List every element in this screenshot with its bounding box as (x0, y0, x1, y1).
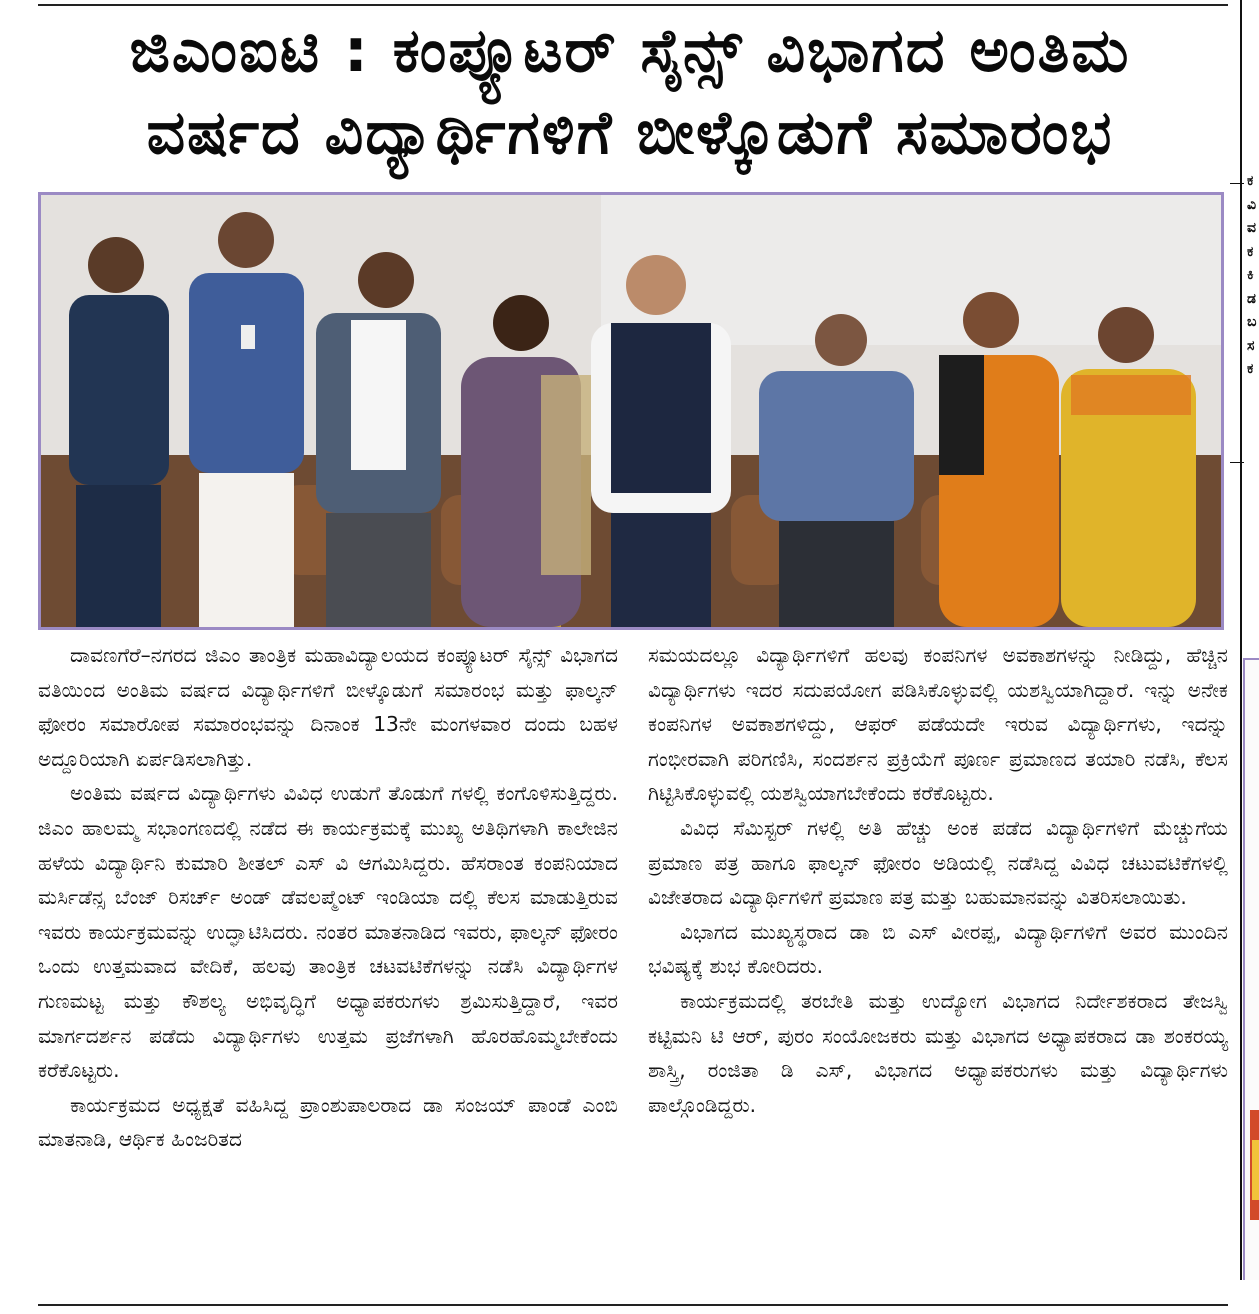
article-column-left (38, 638, 618, 1157)
headline-line-1: ಜಿಎಂಐಟಿ : ಕಂಪ್ಯೂಟರ್ ಸೈನ್ಸ್ ವಿಭಾಗದ ಅಂತಿಮ (129, 16, 1131, 86)
group-photo-illustration (41, 195, 1221, 627)
group-photo (38, 192, 1224, 630)
person-2 (189, 212, 304, 627)
article-paragraph: ವಿಭಾಗದ ಮುಖ್ಯಸ್ಥರಾದ ಡಾ ಬಿ ಎಸ್ ವೀರಪ್ಪ, ವಿದ್ಯಾರ್ಥಿಗಳಿಗೆ ಅವರ ಮುಂದಿನ ಭವಿಷ್ಯಕ್ಕೆ ಶುಭ ಕೋರಿದರು. (648, 919, 1228, 979)
article-paragraph: ಅಂತಿಮ ವರ್ಷದ ವಿದ್ಯಾರ್ಥಿಗಳು ವಿವಿಧ ಉಡುಗೆ ತೊಡುಗೆ ಗಳಲ್ಲಿ ಕಂಗೊಳಿಸುತ್ತಿದ್ದರು. ಜಿಎಂ ಹಾಲಮ್ಮ ಸಭಾಂಗಣದಲ್ಲಿ ನಡೆದ ಈ ಕಾರ್ಯಕ್ರಮಕ್ಕೆ ಮುಖ್ಯ ಅತಿಥಿಗಳಾಗಿ ಕಾಲೇಜಿನ ಹಳೆಯ ವಿದ್ಯಾರ್ಥಿನಿ ಕುಮಾರಿ ಶೀತಲ್ ಎಸ್ ವಿ ಆಗಮಿಸಿದ್ದರು. ಹೆಸರಾಂತ ಕಂಪನಿಯಾದ ಮರ್ಸಿಡೆನ್ಸ ಬೆಂಜ್ ರಿಸರ್ಚ್ ಅಂಡ್ ಡೆವಲಪ್ಮೆಂಟ್ ಇಂಡಿಯಾ ದಲ್ಲಿ ಕೆಲಸ ಮಾಡುತ್ತಿರುವ ಇವರು ಕಾರ್ಯಕ್ರಮವನ್ನು ಉದ್ಘಾಟಿಸಿದರು. ನಂತರ ಮಾತನಾಡಿದ ಇವರು, ಫಾಲ್ಕನ್ ಫೋರಂ ಒಂದು ಉತ್ತಮವಾದ ವೇದಿಕೆ, ಹಲವು ತಾಂತ್ರಿಕ ಚಟವಟಿಕೆಗಳನ್ನು ನಡೆಸಿ ವಿದ್ಯಾರ್ಥಿಗಳ ಗುಣಮಟ್ಟ ಮತ್ತು ಕೌಶಲ್ಯ ಅಭಿವೃದ್ಧಿಗೆ ಅಧ್ಯಾಪಕರುಗಳು ಶ್ರಮಿಸುತ್ತಿದ್ದಾರೆ, ಇವರ ಮಾರ್ಗದರ್ಶನ ಪಡೆದು ವಿದ್ಯಾರ್ಥಿಗಳು ಉತ್ತಮ ಪ್ರಜೆಗಳಾಗಿ ಹೊರಹೊಮ್ಮಬೇಕೆಂದು ಕರೆಕೊಟ್ಟರು. (38, 781, 618, 1083)
column-divider (1240, 0, 1242, 1280)
headline-line-2: ವರ್ಷದ ವಿದ್ಯಾರ್ಥಿಗಳಿಗೆ ಬೀಳ್ಕೊಡುಗೆ ಸಮಾರಂಭ (146, 98, 1114, 168)
article-paragraph: ವಿವಿಧ ಸೆಮಿಸ್ಟರ್ ಗಳಲ್ಲಿ ಅತಿ ಹೆಚ್ಚು ಅಂಕ ಪಡೆದ ವಿದ್ಯಾರ್ಥಿಗಳಿಗೆ ಮೆಚ್ಚುಗೆಯ ಪ್ರಮಾಣ ಪತ್ರ ಹಾಗೂ ಫಾಲ್ಕನ್ ಫೋರಂ ಅಡಿಯಲ್ಲಿ ನಡೆಸಿದ್ದ ವಿವಿಧ ಚಟುವಟಿಕೆಗಳಲ್ಲಿ ವಿಜೇತರಾದ ವಿದ್ಯಾರ್ಥಿಗಳಿಗೆ ಪ್ರಮಾಣ ಪತ್ರ ಮತ್ತು ಬಹುಮಾನವನ್ನು ವಿತರಿಸಲಾಯಿತು. (648, 815, 1228, 910)
top-rule (38, 4, 1228, 6)
bottom-rule (38, 1304, 1228, 1306)
article-paragraph: ಕಾರ್ಯಕ್ರಮದಲ್ಲಿ ತರಬೇತಿ ಮತ್ತು ಉದ್ಯೋಗ ವಿಭಾಗದ ನಿರ್ದೇಶಕರಾದ ತೇಜಸ್ವಿ ಕಟ್ಟಿಮನಿ ಟಿ ಆರ್, ಪುರಂ ಸಂಯೋಜಕರು ಮತ್ತು ವಿಭಾಗದ ಅಧ್ಯಾಪಕರಾದ ಡಾ ಶಂಕರಯ್ಯ ಶಾಸ್ತ್ರಿ, ರಂಜಿತಾ ಡಿ ಎಸ್, ವಿಭಾಗದ ಅಧ್ಯಾಪಕರುಗಳು ಮತ್ತು ವಿದ್ಯಾರ್ಥಿಗಳು ಪಾಲ್ಗೊಂಡಿದ್ದರು. (648, 988, 1228, 1117)
article-paragraph: ದಾವಣಗೆರೆ–ನಗರದ ಜಿಎಂ ತಾಂತ್ರಿಕ ಮಹಾವಿದ್ಯಾಲಯದ ಕಂಪ್ಯೂಟರ್ ಸೈನ್ಸ್ ವಿಭಾಗದ ವತಿಯಿಂದ ಅಂತಿಮ ವರ್ಷದ ವಿದ್ಯಾರ್ಥಿಗಳಿಗೆ ಬೀಳ್ಕೊಡುಗೆ ಸಮಾರಂಭ ಮತ್ತು ಫಾಲ್ಕನ್ ಫೋರಂ ಸಮಾರೋಪ ಸಮಾರಂಭವನ್ನು ದಿನಾಂಕ 13ನೇ ಮಂಗಳವಾರ ದಂದು ಬಹಳ ಅದ್ದೂರಿಯಾಗಿ ಏರ್ಪಡಿಸಲಾಗಿತ್ತು. (38, 643, 618, 771)
article-paragraph: ಕಾರ್ಯಕ್ರಮದ ಅಧ್ಯಕ್ಷತೆ ವಹಿಸಿದ್ದ ಪ್ರಾಂಶುಪಾಲರಾದ ಡಾ ಸಂಜಯ್ ಪಾಂಡೆ ಎಂಬಿ ಮಾತನಾಡಿ, ಆರ್ಥಿಕ ಹಿಂಜರಿತದ (38, 1092, 618, 1152)
sidebar-dash (1230, 183, 1244, 184)
article-column-right (648, 638, 1228, 1122)
article-paragraph: ಸಮಯದಲ್ಲೂ ವಿದ್ಯಾರ್ಥಿಗಳಿಗೆ ಹಲವು ಕಂಪನಿಗಳ ಅವಕಾಶಗಳನ್ನು ನೀಡಿದ್ದು, ಹೆಚ್ಚಿನ ವಿದ್ಯಾರ್ಥಿಗಳು ಇದರ ಸದುಪಯೋಗ ಪಡಿಸಿಕೊಳ್ಳುವಲ್ಲಿ ಯಶಸ್ವಿಯಾಗಿದ್ದಾರೆ. ಇನ್ನು ಅನೇಕ ಕಂಪನಿಗಳ ಅವಕಾಶಗಳಿದ್ದು, ಆಫರ್ ಪಡೆಯದೇ ಇರುವ ವಿದ್ಯಾರ್ಥಿಗಳು, ಇದನ್ನು ಗಂಭೀರವಾಗಿ ಪರಿಗಣಿಸಿ, ಸಂದರ್ಶನ ಪ್ರಕ್ರಿಯೆಗೆ ಪೂರ್ಣ ಪ್ರಮಾಣದ ತಯಾರಿ ನಡೆಸಿ, ಕೆಲಸ ಗಿಟ್ಟಿಸಿಕೊಳ್ಳುವಲ್ಲಿ ಯಶಸ್ವಿಯಾಗಬೇಕೆಂದು ಕರೆಕೊಟ್ಟರು. (648, 643, 1228, 806)
adjacent-ad-image (1252, 1140, 1259, 1200)
sidebar-dash (1230, 462, 1244, 463)
adjacent-article-fragment: ಕ ವಿ ವ ಕ ಕಿ ಡ ಬ ಸ ಕ (1247, 173, 1257, 377)
headline (30, 10, 1230, 174)
